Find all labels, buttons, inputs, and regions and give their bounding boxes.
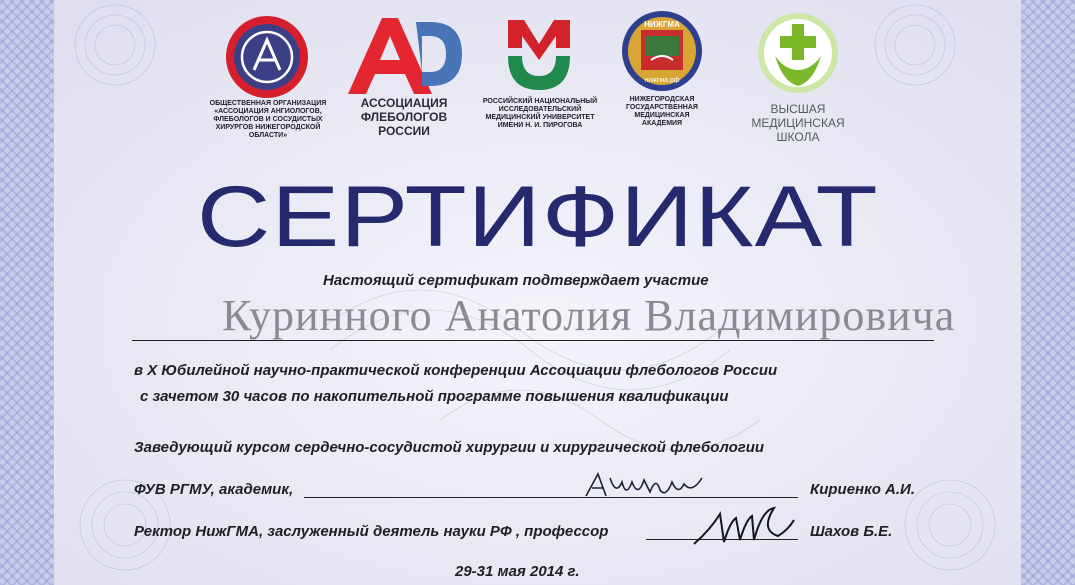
- university-logo: [504, 16, 574, 90]
- medical-school-logo: [757, 12, 839, 94]
- event-date: 29-31 мая 2014 г.: [455, 563, 580, 580]
- signature-shakhov: [690, 500, 800, 552]
- credit-line: с зачетом 30 часов по накопительной программе повышения квалификации: [140, 388, 729, 405]
- signatory1-title-line2: ФУВ РГМУ, академик,: [134, 481, 294, 498]
- nizhgma-caption: НИЖЕГОРОДСКАЯ ГОСУДАРСТВЕННАЯ МЕДИЦИНСКАЯ АКАДЕМИЯ: [626, 96, 698, 128]
- left-border: [0, 0, 54, 585]
- nizhgma-logo: [621, 10, 703, 92]
- phlebologists-logo: [342, 14, 466, 96]
- angiologists-logo: [224, 14, 310, 100]
- signatory2-title: Ректор НижГМА, заслуженный деятель науки РФ , профессор: [134, 523, 609, 540]
- signatory2-name: Шахов Б.Е.: [810, 523, 893, 540]
- conference-line: в X Юбилейной научно-практической конференции Ассоциации флебологов России: [134, 362, 778, 379]
- nizhgma-emblem-text: НИЖГМА: [644, 20, 680, 29]
- certificate-title: СЕРТИФИКАТ: [196, 169, 879, 265]
- signatory1-signature-line: [304, 497, 798, 498]
- signatory1-name: Кириенко А.И.: [810, 481, 915, 498]
- medical-school-caption: ВЫСШАЯ МЕДИЦИНСКАЯ ШКОЛА: [751, 102, 845, 144]
- right-border: [1021, 0, 1075, 585]
- angiologists-caption: ОБЩЕСТВЕННАЯ ОРГАНИЗАЦИЯ «АССОЦИАЦИЯ АНГИОЛОГОВ, ФЛЕБОЛОГОВ И СОСУДИСТЫХ ХИРУРГОВ НИЖЕГОРОДСКОЙ ОБЛАСТИ»: [209, 100, 327, 140]
- phlebologists-caption: АССОЦИАЦИЯ ФЛЕБОЛОГОВ РОССИИ: [360, 96, 448, 138]
- recipient-underline: [132, 340, 934, 341]
- signature-kirienko: [580, 468, 720, 504]
- recipient-name: Куринного Анатолия Владимировича: [222, 291, 956, 340]
- nizhgma-site: нижгма.рф: [644, 77, 680, 84]
- university-caption: РОССИЙСКИЙ НАЦИОНАЛЬНЫЙ ИССЛЕДОВАТЕЛЬСКИЙ МЕДИЦИНСКИЙ УНИВЕРСИТЕТ ИМЕНИ Н. И. ПИРОГОВА: [482, 98, 598, 130]
- signatory1-title-line1: Заведующий курсом сердечно-сосудистой хирургии и хирургической флебологии: [134, 439, 765, 456]
- subtitle: Настоящий сертификат подтверждает участие: [323, 272, 709, 289]
